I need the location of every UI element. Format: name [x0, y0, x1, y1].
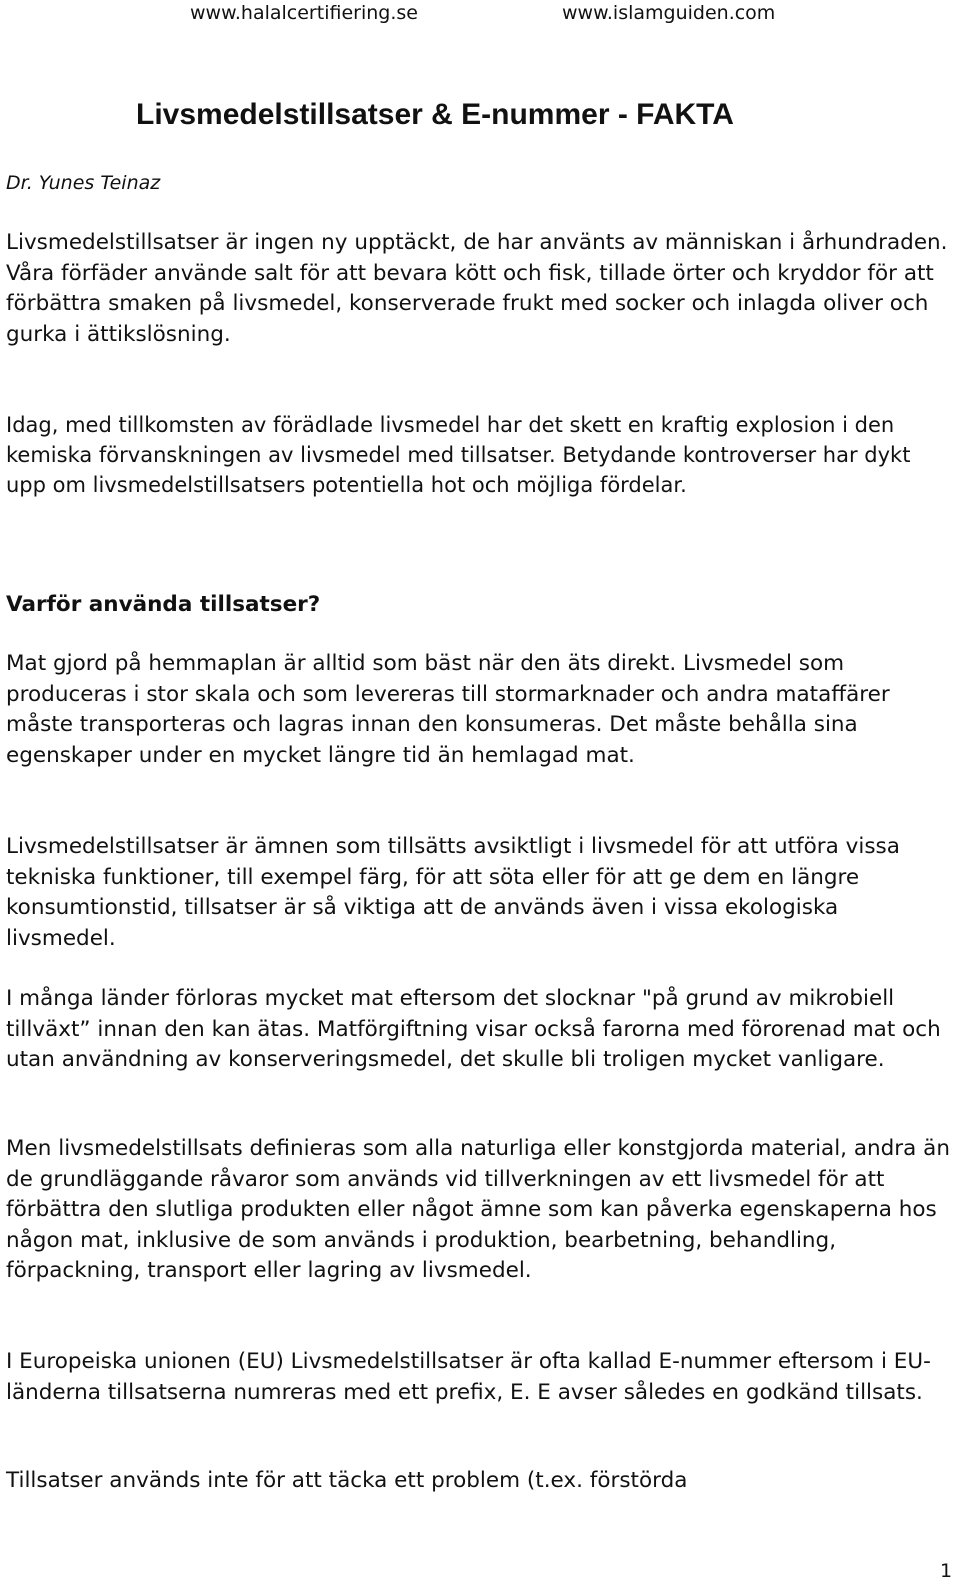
paragraph-food-loss: I många länder förloras mycket mat eftersom det slocknar "på grund av mikrobiell tillväxt” innan den kan ätas. Matförgiftning visar också farorna med förorenad mat och utan användning av konserveringsmedel, det skulle bli troligen mycket vanligare.: [6, 986, 941, 1072]
paragraph-intro: Livsmedelstillsatser är ingen ny upptäckt, de har använts av människan i århundraden. Våra förfäder använde salt för att bevara kött och fisk, tillade örter och kryddor för att förbättra smaken på livsmedel, konserverade frukt med socker och inlagda oliver och gurka i ättikslösning.: [6, 230, 948, 347]
paragraph-eu-e-numbers: I Europeiska unionen (EU) Livsmedelstillsatser är ofta kallad E-nummer eftersom i EU-länderna tillsatserna numreras med ett prefix, E. E avser således en godkänd tillsats.: [6, 1349, 931, 1405]
page-number: 1: [940, 1560, 953, 1582]
paragraph-additive-definition: Men livsmedelstillsats definieras som alla naturliga eller konstgjorda material, andra än de grundläggande råvaror som används vid tillverkningen av ett livsmedel för att förbättra den slutliga produkten eller något ämne som kan påverka egenskaperna hos någon mat, inklusive de som används i produktion, bearbetning, behandling, förpackning, transport eller lagring av livsmedel.: [6, 1136, 950, 1283]
header-url-islamguiden[interactable]: www.islamguiden.com: [562, 2, 776, 24]
header-url-halalcertifiering[interactable]: www.halalcertifiering.se: [190, 2, 418, 24]
paragraph-processed-food: Idag, med tillkomsten av förädlade livsmedel har det skett en kraftig explosion i den kemiska förvanskningen av livsmedel med tillsatser. Betydande kontroverser har dykt upp om livsmedelstillsatsers potentiella hot och möjliga fördelar.: [6, 413, 911, 497]
page-header: [0, 2, 960, 28]
document-title: Livsmedelstillsatser & E-nummer - FAKTA: [136, 98, 734, 131]
paragraph-definition-purpose: Livsmedelstillsatser är ämnen som tillsätts avsiktligt i livsmedel för att utföra vissa tekniska funktioner, till exempel färg, för att söta eller för att ge dem en längre konsumtionstid, tillsatser är så viktiga att de används även i vissa ekologiska livsmedel.: [6, 834, 900, 951]
section-heading: Varför använda tillsatser?: [6, 592, 321, 617]
paragraph-not-to-hide-problems: Tillsatser används inte för att täcka ett problem (t.ex. förstörda: [6, 1468, 688, 1493]
paragraph-home-cooking: Mat gjord på hemmaplan är alltid som bäst när den äts direkt. Livsmedel som produceras i stor skala och som levereras till stormarknader och andra mataffärer måste transporteras och lagras innan den konsumeras. Det måste behålla sina egenskaper under en mycket längre tid än hemlagad mat.: [6, 651, 890, 768]
author-name: Dr. Yunes Teinaz: [6, 172, 161, 194]
